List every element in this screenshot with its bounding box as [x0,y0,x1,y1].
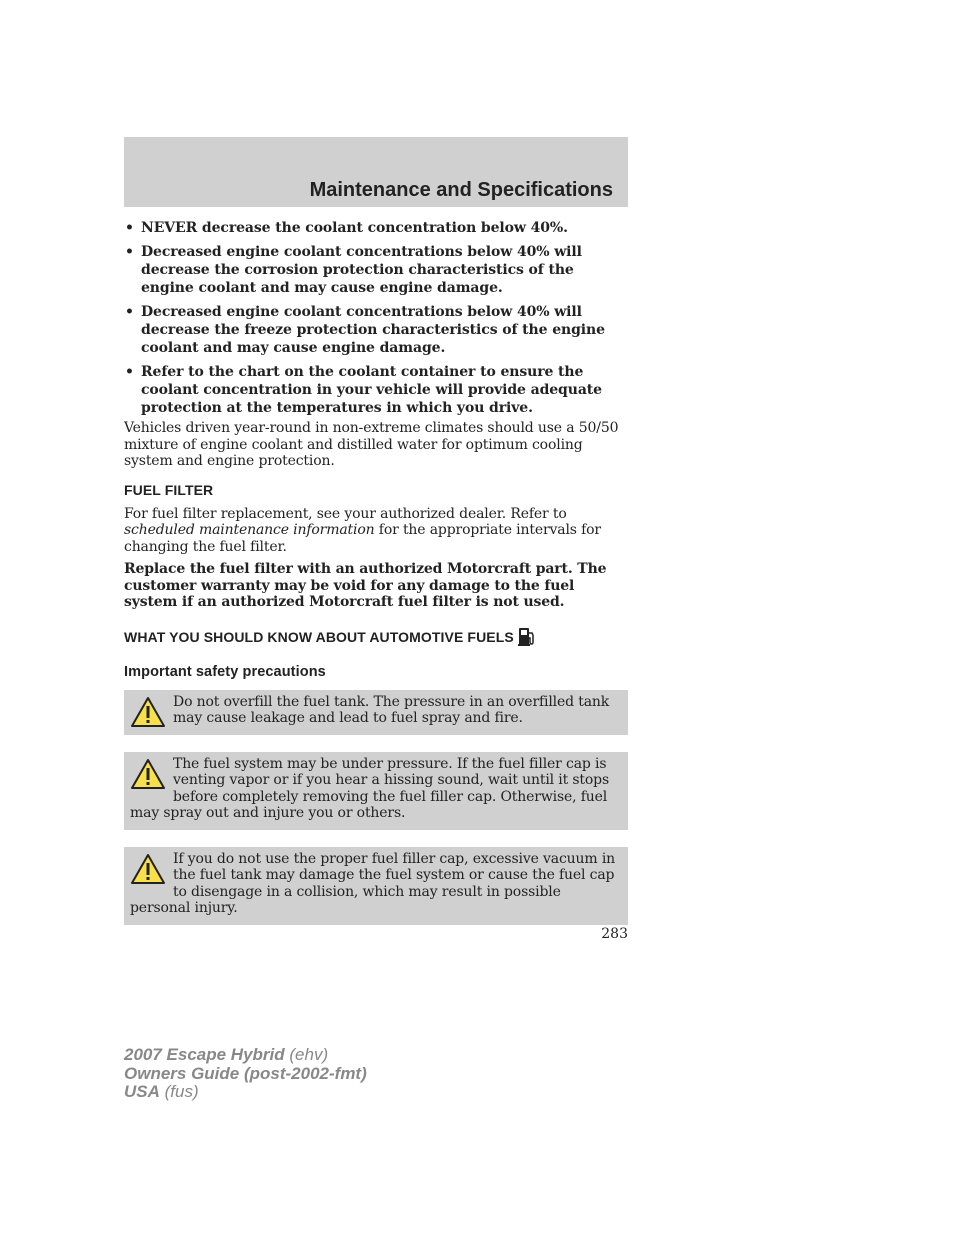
warning-triangle-icon [130,696,166,730]
section-title: Maintenance and Specifications [309,179,613,201]
fuel-pump-icon [518,627,536,650]
list-item: • Decreased engine coolant concentrations below 40% will decrease the freeze protection characteristics of the engine coolant and may cause engine damage. [125,304,605,356]
footer-line: USA (fus) [124,1082,199,1101]
document-footer [124,1046,367,1102]
warning-box: The fuel system may be under pressure. If the fuel filler cap is venting vapor or if you hear a hissing sound, wait until it stops before completely removing the fuel filler cap. Otherwise, fuel may spray out and injure you or others. [124,752,628,830]
page-number: 283 [601,926,628,942]
list-item: • Refer to the chart on the coolant container to ensure the coolant concentration in your vehicle will provide adequate protection at the temperatures in which you drive. [125,364,602,416]
bullet-glyph: • [125,304,134,320]
bullet-glyph: • [125,244,134,260]
bullet-glyph: • [125,364,134,380]
warning-triangle-icon [130,853,166,887]
section-header-band [124,137,628,207]
automotive-fuels-heading: WHAT YOU SHOULD KNOW ABOUT AUTOMOTIVE FUELS [124,627,628,650]
coolant-mixture-paragraph: Vehicles driven year-round in non-extreme climates should use a 50/50 mixture of engine coolant and distilled water for optimum cooling system and engine protection. [124,420,619,469]
warning-box: If you do not use the proper fuel filler cap, excessive vacuum in the fuel tank may damage the fuel system or cause the fuel cap to disengage in a collision, which may result in possible personal injury. [124,847,628,925]
bullet-glyph: • [125,220,134,236]
warning-triangle-icon [130,758,166,792]
coolant-bullet-list [124,219,628,417]
footer-line: Owners Guide (post-2002-fmt) [124,1063,367,1083]
motorcraft-warning-paragraph: Replace the fuel filter with an authorized Motorcraft part. The customer warranty may be void for any damage to the fuel system if an authorized Motorcraft fuel filter is not used. [124,561,607,610]
warning-box: Do not overfill the fuel tank. The pressure in an overfilled tank may cause leakage and lead to fuel spray and fire. [124,690,628,735]
footer-line: 2007 Escape Hybrid (ehv) [124,1045,329,1064]
page-content [124,219,628,942]
maintenance-reference: scheduled maintenance information [124,522,375,538]
fuel-filter-heading: FUEL FILTER [124,481,214,498]
list-item: • NEVER decrease the coolant concentration below 40%. [125,220,568,236]
safety-precautions-heading: Important safety precautions [124,663,326,680]
fuel-filter-paragraph: For fuel filter replacement, see your authorized dealer. Refer to scheduled maintenance information for the appropriate intervals for changing the fuel filter. [124,505,601,555]
list-item: • Decreased engine coolant concentrations below 40% will decrease the corrosion protection characteristics of the engine coolant and may cause engine damage. [125,244,582,296]
